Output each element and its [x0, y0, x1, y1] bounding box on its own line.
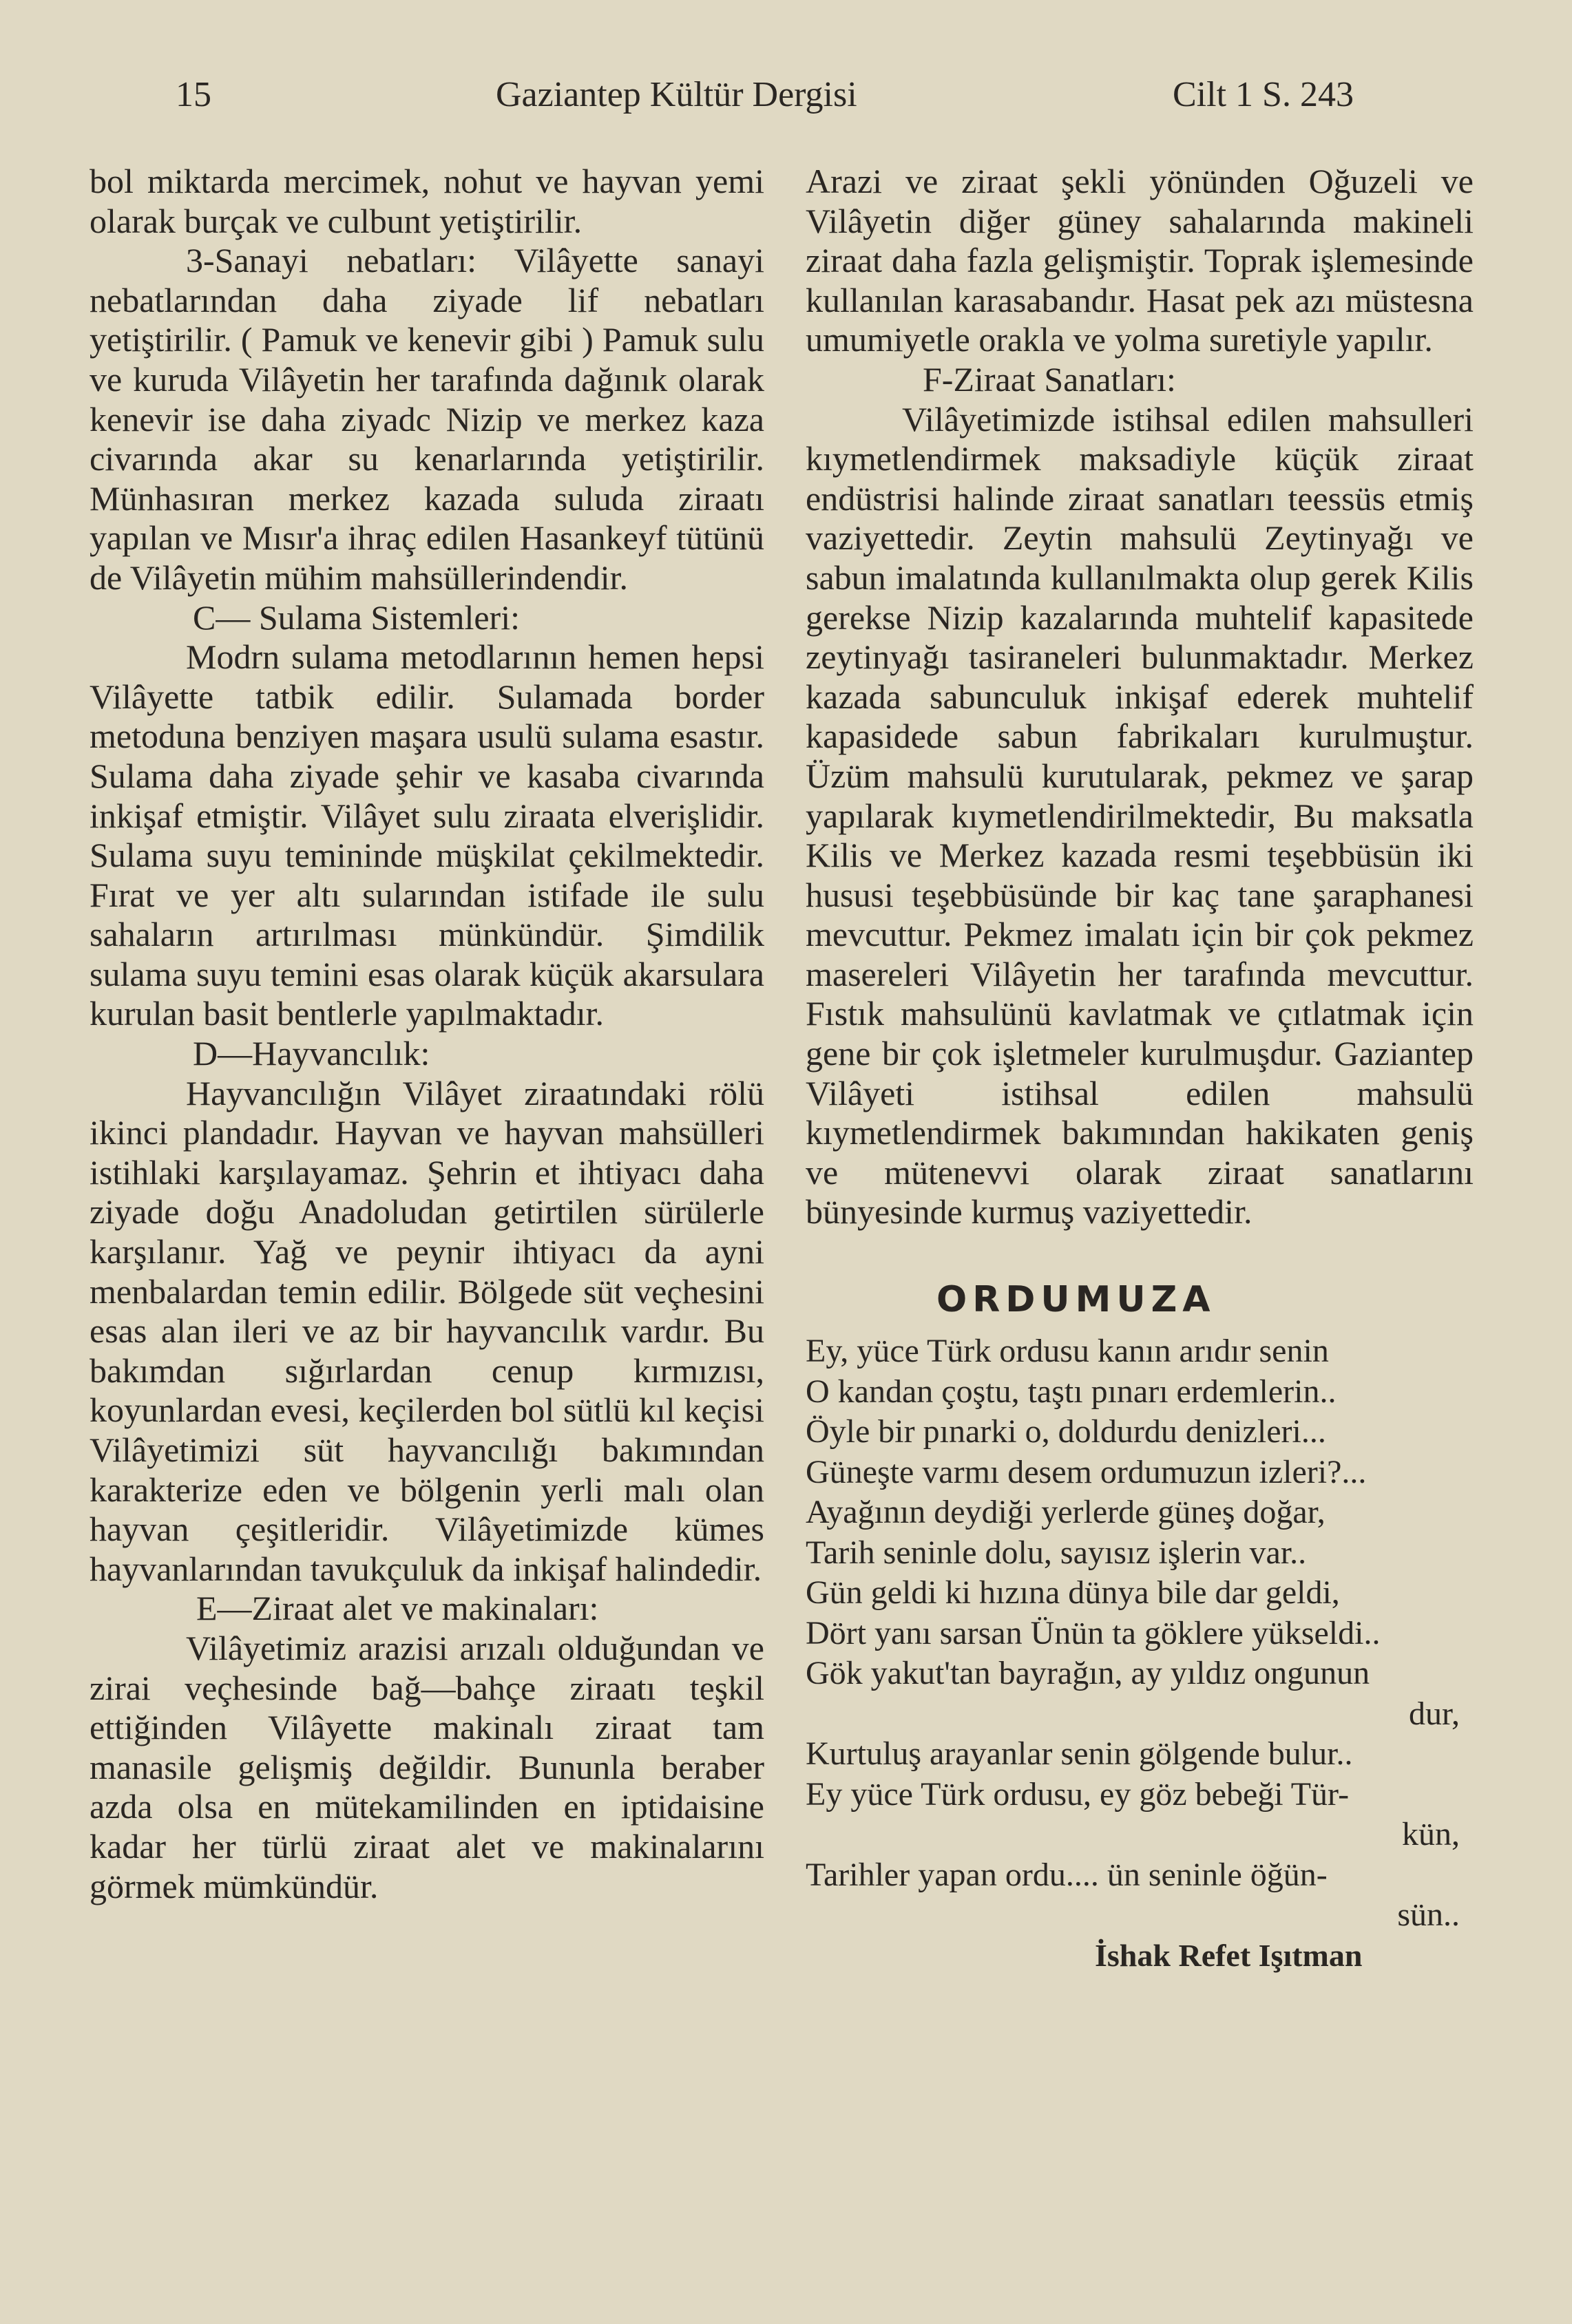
- poem-line-continuation: sün..: [1397, 1897, 1460, 1934]
- poem-line: O kandan çoştu, taştı pınarı erdemlerin..: [806, 1373, 1337, 1410]
- poem-line: Ayağının deydiği yerlerde güneş doğar,: [806, 1494, 1325, 1531]
- poem-line: Ey, yüce Türk ordusu kanın arıdır senin: [806, 1333, 1329, 1370]
- page-number: 15: [176, 75, 211, 114]
- poem-line: Ey yüce Türk ordusu, ey göz bebeği Tür-: [806, 1775, 1350, 1813]
- paragraph: 3-Sanayi nebatları: Vilâyette sanayi nebatlarından daha ziyade lif nebatları yetiştirilir. ( Pamuk ve kenevir gibi ) Pamuk sulu ve kuruda Vilâyetin her tarafında dağınık olarak kenevir ise daha ziyadc Nizip ve merkez kaza civarında akar su kenarlarında yetiştirilir. Münhasıran merkez kazada suluda ziraatı yapılan ve Mısır'a ihraç edilen Hasankeyf tütünü de Vilâyetin mühim mahsüllerindendir.: [90, 241, 764, 597]
- poem-line-continuation: dur,: [1408, 1695, 1460, 1732]
- right-column: [806, 162, 1474, 1976]
- journal-title: Gaziantep Kültür Dergisi: [496, 75, 857, 114]
- poem-line: Öyle bir pınarki o, doldurdu denizleri...: [806, 1413, 1326, 1450]
- section-heading-e: E—Ziraat alet ve makinaları:: [196, 1589, 599, 1628]
- paragraph: Vilâyetimiz arazisi arızalı olduğundan ve zirai veçhesinde bağ—bahçe ziraatı teşkil ettiğinden Vilâyette makinalı ziraat tam manasile gelişmiş değildir. Bununla beraber azda olsa en mütekamilinden en iptidaisine kadar her türlü ziraat alet ve makinalarını görmek mümkündür.: [90, 1628, 764, 1905]
- poem-line: Tarihler yapan ordu.... ün seninle öğün-: [806, 1856, 1328, 1893]
- poem-line: Gün geldi ki hızına dünya bile dar geldi,: [806, 1574, 1340, 1612]
- paragraph: Modrn sulama metodlarının hemen hepsi Vilâyette tatbik edilir. Sulamada border metoduna benziyen maşara usulü sulama esastır. Sulama daha ziyade şehir ve kasaba civarında inkişaf etmiştir. Vilâyet sulu ziraata elverişlidir. Sulama suyu temininde müşkilat çekilmektedir. Fırat ve yer altı sularından istifade ile sulu sahaların artırılması münkündür. Şimdilik sulama suyu temini esas olarak küçük akarsulara kurulan basit bentlerle yapılmaktadır.: [90, 637, 764, 1033]
- section-heading-c: C— Sulama Sistemleri:: [193, 598, 520, 637]
- paragraph: Arazi ve ziraat şekli yönünden Oğuzeli ve Vilâyetin diğer güney sahalarında makineli ziraat daha fazla gelişmiştir. Toprak işlemesinde kullanılan karasabandır. Hasat pek azı müstesna umumiyetle orakla ve yolma suretiyle yapılır.: [806, 162, 1474, 359]
- poem-signature: İshak Refet Işıtman: [1095, 1937, 1363, 1973]
- paragraph: bol miktarda mercimek, nohut ve hayvan yemi olarak burçak ve culbunt yetiştirilir.: [90, 162, 764, 240]
- left-column: [90, 162, 764, 1906]
- paragraph: Hayvancılığın Vilâyet ziraatındaki rölü ikinci plandadır. Hayvan ve hayvan mahsülleri istihlaki karşılayamaz. Şehrin et ihtiyacı daha ziyade doğu Anadoludan getirtilen sürülerle karşılanır. Yağ ve peynir ihtiyacı da ayni menbalardan temin edilir. Bölgede süt veçhesini esas alan ileri ve az bir hayvancılık vardır. Bu bakımdan sığırlardan cenup kırmızısı, koyunlardan evesi, keçilerden bol sütlü kıl keçisi Vilâyetimizi süt hayvancılığı bakımından karakterize eden ve bölgenin yerli malı olan hayvan çeşitleridir. Vilâyetimizde kümes hayvanlarından tavukçuluk da inkişaf halindedir.: [90, 1073, 764, 1588]
- page-header: [0, 74, 1572, 129]
- paragraph: Vilâyetimizde istihsal edilen mahsulleri kıymetlendirmek maksadiyle küçük ziraat endüstrisi halinde ziraat sanatları teessüs etmiş vaziyettedir. Zeytin mahsulü Zeytinyağı ve sabun imalatında kullanılmakta olup gerek Kilis gerekse Nizip kazalarında muhtelif kapasitede zeytinyağı tasiraneleri bulunmaktadır. Merkez kazada sabunculuk inkişaf ederek muhtelif kapasidede sabun fabrikaları kurulmuştur. Üzüm mahsulü kurutularak, pekmez ve şarap yapılarak kıymetlendirilmektedir, Bu maksatla Kilis ve Merkez kazada resmi teşebbüsün iki hususi teşebbüsünde bir kaç tane şaraphanesi mevcuttur. Pekmez imalatı için bir çok pekmez masereleri Vilâyetin her tarafında mevcuttur. Fıstık mahsulünü kavlatmak ve çıtlatmak için gene bir çok işletmeler kurulmuşdur. Gaziantep Vilâyeti istihsal edilen mahsulü kıymetlendirmek bakımından hakikaten geniş ve mütenevvi olarak ziraat sanatlarını bünyesinde kurmuş vaziyettedir.: [806, 399, 1474, 1232]
- section-heading-d: D—Hayvancılık:: [193, 1034, 430, 1073]
- poem-line: Dört yanı sarsan Ünün ta göklere yükseldi..: [806, 1614, 1381, 1651]
- poem-line: Güneşte varmı desem ordumuzun izleri?...: [806, 1453, 1367, 1490]
- poem-line-continuation: kün,: [1402, 1816, 1460, 1853]
- volume-issue: Cilt 1 S. 243: [1173, 75, 1354, 114]
- poem: [806, 1331, 1474, 1936]
- poem-line: Tarih seninle dolu, sayısız işlerin var..: [806, 1534, 1307, 1571]
- poem-line: Gök yakut'tan bayrağın, ay yıldız ongunun: [806, 1655, 1370, 1692]
- poem-title: ORDUMUZA: [936, 1279, 1216, 1321]
- section-heading-f: F-Ziraat Sanatları:: [923, 359, 1176, 399]
- poem-line: Kurtuluş arayanlar senin gölgende bulur..: [806, 1735, 1353, 1773]
